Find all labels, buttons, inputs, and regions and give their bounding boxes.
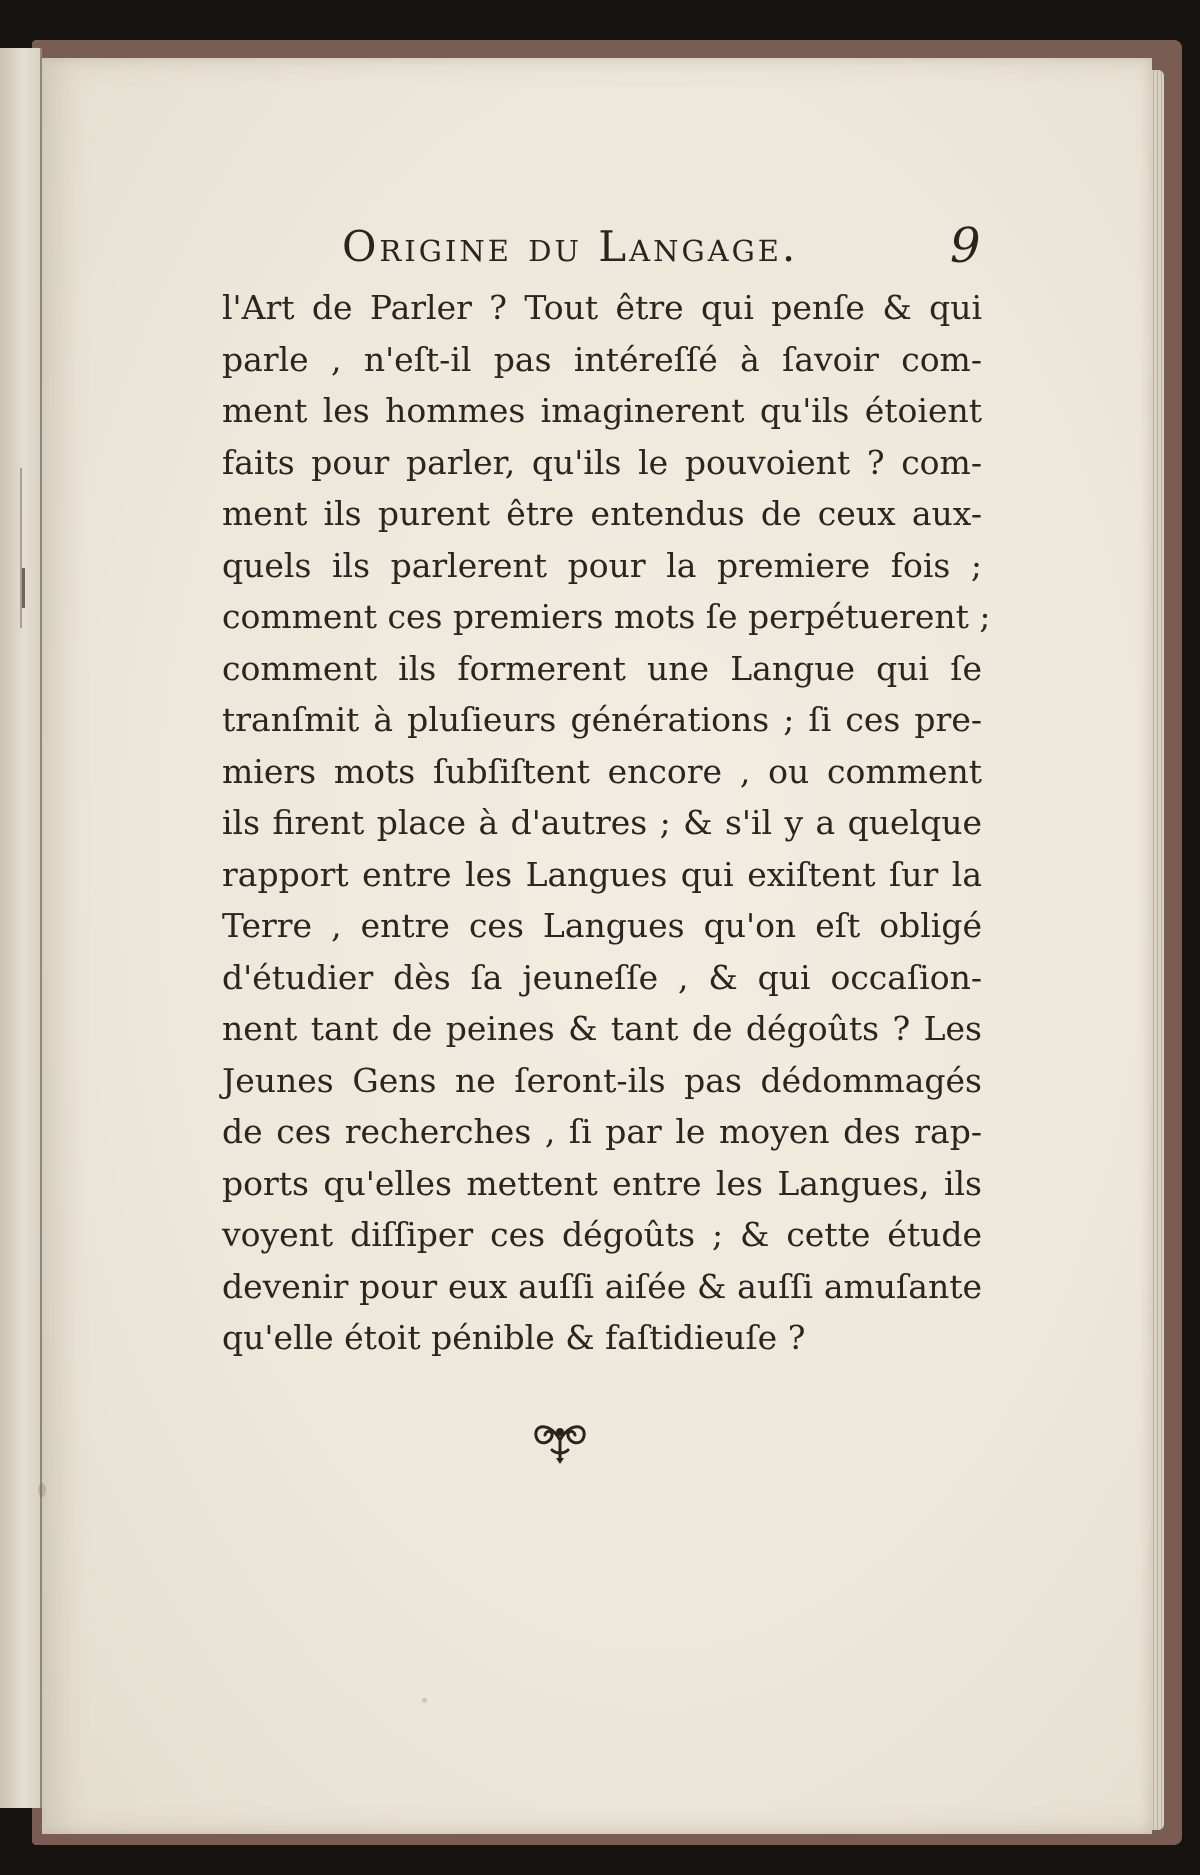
fleuron-icon <box>528 1410 592 1466</box>
text-line: miers mots ſubſiſtent encore , ou comment <box>222 751 982 791</box>
text-line: comment ils formerent une Langue qui ſe <box>222 648 982 688</box>
text-line: qu'elle étoit pénible & faſtidieuſe ? <box>222 1318 806 1357</box>
gutter-mark <box>20 468 22 628</box>
gutter-mark <box>22 568 25 608</box>
text-line: quels ils parlerent pour la premiere fois ; <box>222 545 982 585</box>
text-line: ment les hommes imaginerent qu'ils étoient <box>222 391 982 430</box>
text-line: ment ils purent être entendus de ceux aux- <box>222 494 982 533</box>
text-line: voyent diſſiper ces dégoûts ; & cette étude <box>222 1215 982 1254</box>
body-text <box>222 282 991 1364</box>
text-line: tranſmit à pluſieurs générations ; ſi ces pre- <box>222 700 982 739</box>
page-header <box>300 218 1000 278</box>
previous-page-edge <box>0 48 42 1808</box>
text-line: rapport entre les Langues qui exiſtent ſur la <box>222 854 982 894</box>
running-title: Origine du Langage. <box>342 222 799 271</box>
text-line: nent tant de peines & tant de dégoûts ? Les <box>222 1009 982 1048</box>
text-line: comment ces premiers mots ſe perpétuerent ; <box>222 597 991 636</box>
text-line: d'étudier dès ſa jeuneſſe , & qui occaſion- <box>222 957 982 997</box>
text-line: devenir pour eux auſſi aiſée & auſſi amuſante <box>222 1266 982 1306</box>
text-line: l'Art de Parler ? Tout être qui penſe & qui <box>222 288 982 327</box>
text-line: ils firent place à d'autres ; & s'il y a quelque <box>222 803 982 842</box>
text-line: faits pour parler, qu'ils le pouvoient ? com- <box>222 442 982 482</box>
text-line: ports qu'elles mettent entre les Langues, ils <box>222 1163 982 1203</box>
text-line: Jeunes Gens ne ſeront-ils pas dédommagés <box>222 1060 982 1100</box>
text-line: de ces recherches , ſi par le moyen des rap- <box>222 1112 982 1151</box>
ink-spot <box>38 1483 46 1497</box>
text-line: parle , n'eſt-il pas intéreſſé à ſavoir com- <box>222 339 982 379</box>
ink-spot <box>422 1698 427 1703</box>
text-line: Terre , entre ces Langues qu'on eſt obligé <box>222 906 982 945</box>
page-number: 9 <box>950 218 981 274</box>
